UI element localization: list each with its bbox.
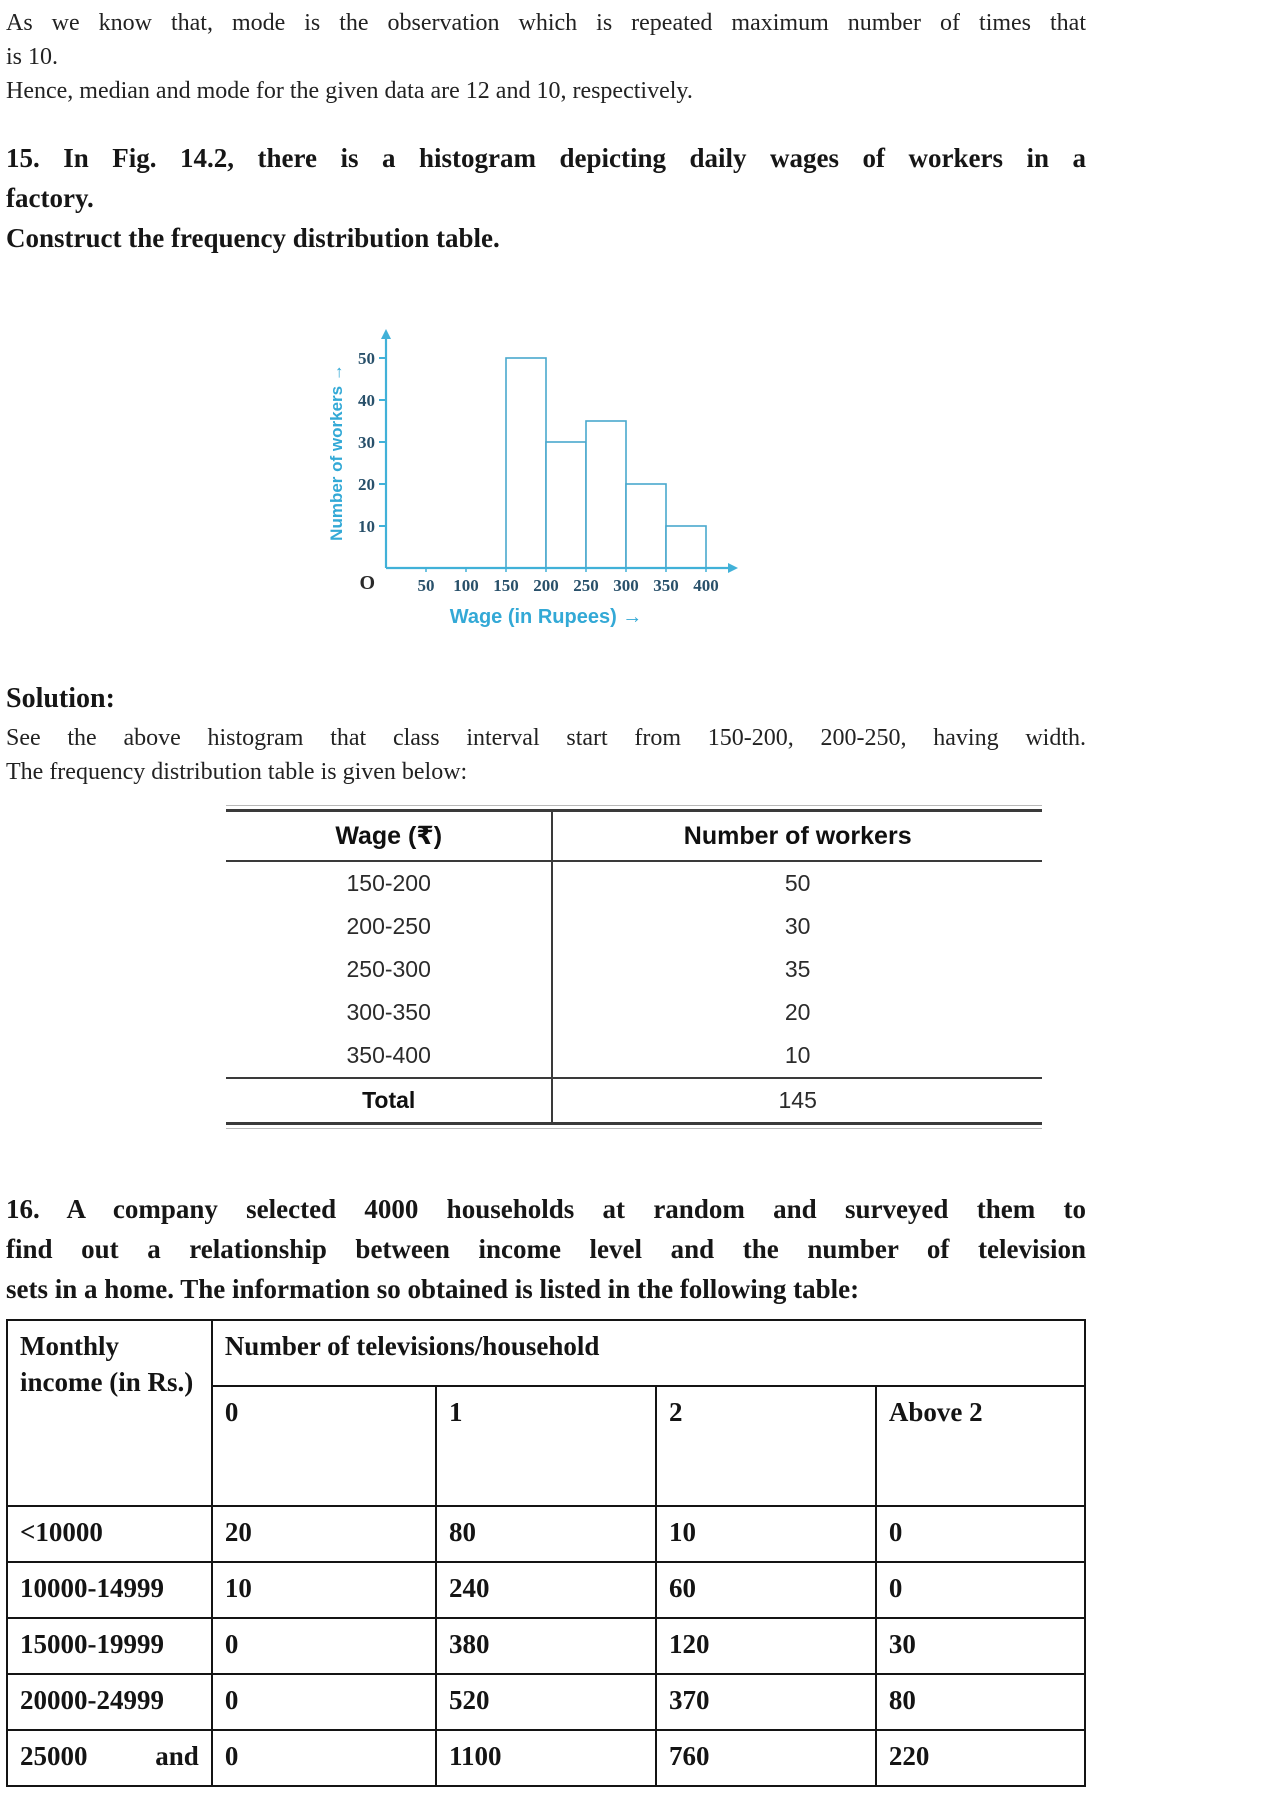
tv-income-cell: <10000 [7, 1506, 212, 1562]
q16-line-1: 16. A company selected 4000 households at random and surveyed them to [6, 1194, 1086, 1224]
histogram-bar [546, 442, 586, 568]
tv-cell: 10 [212, 1562, 436, 1618]
table-row [7, 1674, 1085, 1730]
tv-subheader-1: 1 [436, 1386, 656, 1506]
tv-cell: 120 [656, 1618, 876, 1674]
solution-line-2: The frequency distribution table is given below: [6, 759, 468, 785]
table-row [226, 861, 1042, 905]
histogram-bar [666, 526, 706, 568]
tv-col1-header: Monthly income (in Rs.) [7, 1320, 212, 1506]
tv-subheader-2: 2 [656, 1386, 876, 1506]
tv-cell: 380 [436, 1618, 656, 1674]
freq-workers-cell: 50 [552, 861, 1042, 905]
y-tick-label: 50 [358, 349, 375, 368]
tv-income-cell: 25000 and [7, 1730, 212, 1786]
tv-subheader-above2: Above 2 [876, 1386, 1085, 1506]
tv-cell: 0 [212, 1618, 436, 1674]
table-row [226, 991, 1042, 1034]
tv-cell: 60 [656, 1562, 876, 1618]
freq-total-row [226, 1078, 1042, 1124]
freq-header-row [226, 811, 1042, 862]
freq-workers-cell: 20 [552, 991, 1042, 1034]
tv-cell: 80 [436, 1506, 656, 1562]
intro-line-3: Hence, median and mode for the given data are 12 and 10, respectively. [6, 78, 693, 104]
tv-cell: 10 [656, 1506, 876, 1562]
freq-workers-cell: 35 [552, 948, 1042, 991]
table-row [7, 1730, 1085, 1786]
tv-cell: 760 [656, 1730, 876, 1786]
freq-col2-header: Number of workers [552, 811, 1042, 862]
x-tick-label: 300 [613, 576, 639, 595]
table-row [226, 905, 1042, 948]
frequency-distribution-table [226, 805, 1042, 1129]
freq-workers-cell: 10 [552, 1034, 1042, 1078]
tv-cell: 220 [876, 1730, 1085, 1786]
histogram-bar [506, 358, 546, 568]
tv-cell: 370 [656, 1674, 876, 1730]
q15-line-1: 15. In Fig. 14.2, there is a histogram depicting daily wages of workers in a [6, 143, 1086, 173]
tv-income-cell: 10000-14999 [7, 1562, 212, 1618]
tv-cell: 1100 [436, 1730, 656, 1786]
freq-total-value: 145 [552, 1078, 1042, 1124]
x-axis-label: Wage (in Rupees) → [449, 606, 643, 628]
x-tick-label: 100 [453, 576, 479, 595]
q15-line-2: factory. [6, 183, 94, 213]
freq-wage-cell: 350-400 [346, 1042, 431, 1068]
question-16 [6, 1189, 1086, 1309]
x-tick-label: 350 [653, 576, 679, 595]
tv-cell: 520 [436, 1674, 656, 1730]
origin-label: O [359, 572, 375, 594]
histogram-bar [626, 484, 666, 568]
y-tick-label: 30 [358, 433, 375, 452]
question-15 [6, 138, 1086, 258]
tv-header-row [7, 1320, 1085, 1386]
intro-line-1: As we know that, mode is the observation which is repeated maximum number of times that [6, 10, 1086, 36]
tv-subheader-0: 0 [212, 1386, 436, 1506]
table-row [7, 1618, 1085, 1674]
table-row [226, 948, 1042, 991]
tv-income-cell: 15000-19999 [7, 1618, 212, 1674]
y-tick-label: 10 [358, 517, 375, 536]
freq-workers-cell: 30 [552, 905, 1042, 948]
table-row [226, 1034, 1042, 1078]
solution-text [6, 721, 1086, 789]
y-tick-label: 20 [358, 475, 375, 494]
intro-line-2: is 10. [6, 44, 59, 70]
tv-cell: 20 [212, 1506, 436, 1562]
x-tick-label: 50 [417, 576, 435, 595]
y-tick-label: 40 [358, 391, 375, 410]
x-tick-label: 250 [573, 576, 599, 595]
freq-total-label: Total [226, 1078, 552, 1124]
tv-cell: 240 [436, 1562, 656, 1618]
y-axis-arrow [381, 329, 391, 339]
tv-cell: 0 [212, 1674, 436, 1730]
histogram-bar [586, 421, 626, 568]
x-tick-label: 150 [493, 576, 519, 595]
freq-wage-cell: 250-300 [346, 956, 431, 982]
y-axis-label: Number of workers → [327, 364, 346, 541]
q16-line-2: find out a relationship between income level and the number of television [6, 1234, 1086, 1264]
x-axis-arrow [728, 563, 738, 573]
solution-label: Solution: [6, 683, 115, 714]
tv-cell: 30 [876, 1618, 1085, 1674]
freq-wage-cell: 200-250 [346, 913, 431, 939]
tv-span-header: Number of televisions/household [212, 1320, 1085, 1386]
tv-income-cell: 20000-24999 [7, 1674, 212, 1730]
tv-cell: 0 [212, 1730, 436, 1786]
wage-histogram [324, 268, 754, 636]
table-row [7, 1506, 1085, 1562]
table-row [7, 1562, 1085, 1618]
wage-histogram-figure [324, 268, 1086, 641]
freq-wage-cell: 150-200 [346, 870, 431, 896]
tv-cell: 0 [876, 1506, 1085, 1562]
freq-col1-header: Wage (₹) [226, 811, 552, 862]
television-table [6, 1319, 1086, 1787]
q15-line-3: Construct the frequency distribution table. [6, 223, 500, 253]
x-tick-label: 400 [693, 576, 719, 595]
tv-cell: 80 [876, 1674, 1085, 1730]
solution-line-1: See the above histogram that class interval start from 150-200, 200-250, having width. [6, 725, 1086, 751]
x-tick-label: 200 [533, 576, 559, 595]
freq-wage-cell: 300-350 [346, 999, 431, 1025]
tv-cell: 0 [876, 1562, 1085, 1618]
q16-line-3: sets in a home. The information so obtained is listed in the following table: [6, 1274, 860, 1304]
